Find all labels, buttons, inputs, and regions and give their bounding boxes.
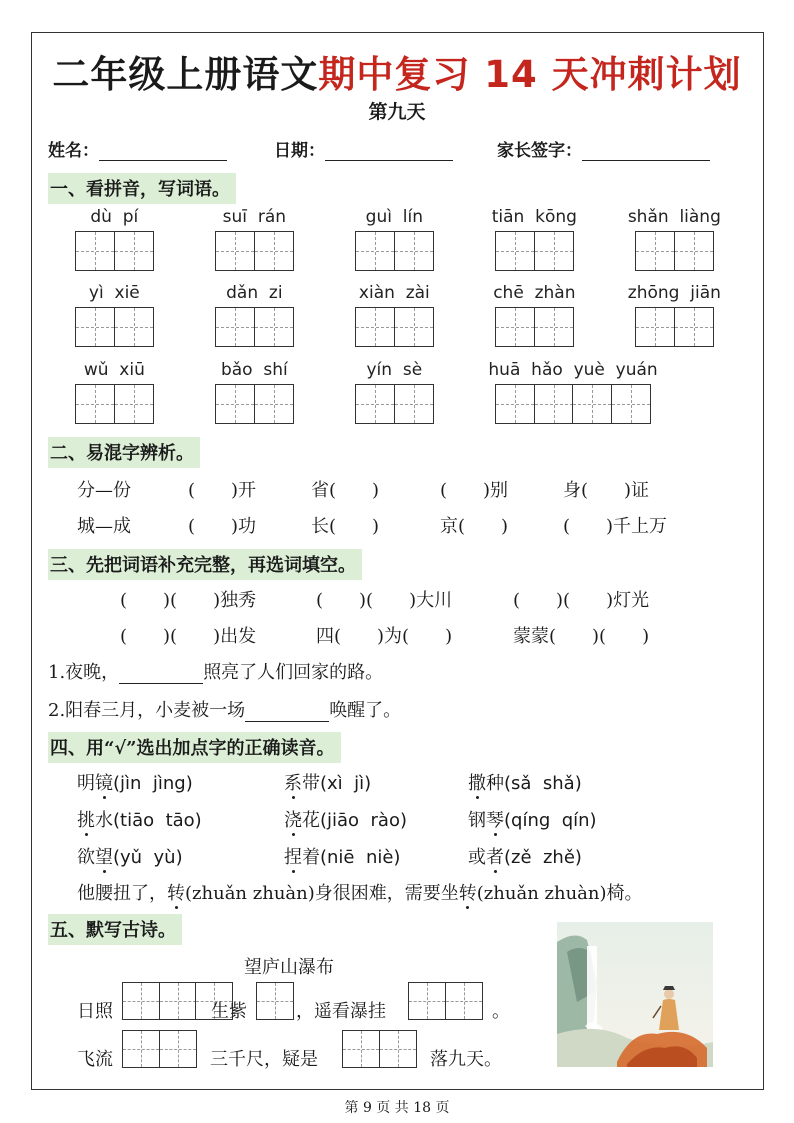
dotted-char: 镜 [95, 773, 113, 794]
grid-cell[interactable] [159, 982, 197, 1020]
waterfall-illustration [557, 922, 713, 1067]
section2-heading: 二、易混字辨析。 [48, 437, 200, 468]
grid-cell[interactable] [534, 231, 574, 271]
section3-heading: 三、先把词语补充完整，再选词填空。 [48, 549, 362, 580]
s2-r2-c2[interactable]: ( )功 [188, 516, 257, 537]
grid-cell[interactable] [122, 1030, 160, 1068]
grid-cell[interactable] [495, 307, 535, 347]
pinyin-options[interactable]: (jìn jìng) [113, 773, 193, 794]
pinyin-options[interactable]: (qíng qín) [504, 810, 597, 831]
grid-cell[interactable] [635, 231, 675, 271]
pronunciation-item[interactable] [284, 843, 400, 869]
grid-cell[interactable] [611, 384, 651, 424]
dotted-char: 捏 [284, 847, 302, 868]
pinyin-options[interactable]: 着(niē niè) [302, 847, 401, 868]
q1-blank[interactable] [119, 665, 203, 684]
dotted-char: 琴 [486, 810, 504, 831]
poem-line1-mid2: ，遥看瀑挂 [296, 1001, 386, 1022]
writing-grid[interactable] [355, 231, 434, 271]
dotted-char: 望 [95, 847, 113, 868]
grid-cell[interactable] [75, 231, 115, 271]
writing-grid[interactable] [215, 231, 294, 271]
pinyin-options[interactable]: 带(xì jì) [302, 773, 372, 794]
sign-field[interactable] [497, 136, 710, 161]
pinyin-label: chē zhàn [493, 283, 576, 303]
name-label: 姓名： [48, 141, 99, 161]
sentence-part-a: 他腰扭了， [77, 883, 167, 904]
grid-cell[interactable] [114, 384, 154, 424]
pinyin-options[interactable]: 花(jiāo rào) [302, 810, 407, 831]
pinyin-label: xiàn zài [358, 283, 430, 303]
s2-r1-c5[interactable]: 身( )证 [563, 480, 650, 501]
s2-r1-c4[interactable]: ( )别 [440, 480, 509, 501]
grid-cell[interactable] [674, 231, 714, 271]
grid-cell[interactable] [122, 982, 160, 1020]
page-footer: 第 9 页 共 18 页 [344, 1100, 450, 1116]
poem-l1-grid2[interactable] [256, 982, 294, 1020]
grid-cell[interactable] [534, 384, 574, 424]
grid-cell[interactable] [495, 384, 535, 424]
grid-cell[interactable] [355, 231, 395, 271]
plain-char: 钢 [468, 810, 486, 831]
s2-r2-c1: 城—成 [77, 516, 131, 537]
pinyin-label: zhōng jiān [627, 283, 721, 303]
grid-cell[interactable] [75, 307, 115, 347]
grid-cell[interactable] [355, 384, 395, 424]
q1-prefix: 1.夜晚， [48, 662, 120, 683]
grid-cell[interactable] [342, 1030, 380, 1068]
pinyin-options[interactable]: (zě zhě) [504, 847, 582, 868]
grid-cell[interactable] [215, 384, 255, 424]
dotted-char: 浇 [284, 810, 302, 831]
sign-label: 家长签字： [497, 141, 582, 161]
sign-blank[interactable] [582, 142, 710, 161]
grid-cell[interactable] [215, 231, 255, 271]
sentence-dot-char-2: 转 [458, 883, 477, 904]
grid-cell[interactable] [254, 231, 294, 271]
writing-grid[interactable] [215, 307, 294, 347]
s3-r2-c1[interactable]: ( )( )出发 [120, 626, 257, 647]
q2-prefix: 2.阳春三月，小麦被一场 [48, 700, 246, 721]
grid-cell[interactable] [534, 307, 574, 347]
grid-cell[interactable] [114, 307, 154, 347]
pronunciation-item[interactable] [284, 769, 371, 795]
poem-line1-end: 。 [492, 1001, 510, 1022]
grid-cell[interactable] [674, 307, 714, 347]
page-title [0, 44, 794, 98]
s2-r1-c1: 分—份 [77, 480, 131, 501]
pinyin-label: wǔ xiū [83, 360, 145, 380]
dotted-char: 者 [486, 847, 504, 868]
pronunciation-item[interactable] [77, 806, 202, 832]
pinyin-options[interactable]: 水(tiāo tāo) [95, 810, 202, 831]
poem-l2-grid2[interactable] [342, 1030, 417, 1068]
s2-r2-c3[interactable]: 长( ) [311, 516, 380, 537]
pronunciation-item[interactable] [284, 806, 407, 832]
day-label: 第九天 [368, 101, 426, 123]
poem-line2-start: 飞流 [77, 1049, 113, 1070]
writing-grid[interactable] [75, 231, 154, 271]
s4-sentence [77, 879, 643, 905]
writing-grid[interactable] [495, 307, 574, 347]
section1-heading: 一、看拼音，写词语。 [48, 173, 236, 204]
grid-cell[interactable] [215, 307, 255, 347]
s3-r1-c3[interactable]: ( )( )灯光 [513, 590, 650, 611]
s2-r1-c2[interactable]: ( )开 [188, 480, 257, 501]
plain-char: 明 [77, 773, 95, 794]
poem-line2-mid: 三千尺，疑是 [210, 1049, 318, 1070]
date-blank[interactable] [325, 142, 453, 161]
poem-line1-start: 日照 [77, 1001, 113, 1022]
pronunciation-item[interactable] [468, 769, 582, 795]
grid-cell[interactable] [572, 384, 612, 424]
pinyin-label: yì xiē [88, 283, 140, 303]
plain-char: 欲 [77, 847, 95, 868]
writing-grid[interactable] [355, 384, 434, 424]
s3-question1 [48, 658, 383, 684]
pronunciation-item[interactable] [468, 843, 582, 869]
sentence-dot-char-1: 转 [167, 883, 185, 904]
writing-grid[interactable] [495, 384, 651, 424]
pinyin-label: bǎo shí [220, 360, 288, 380]
poem-l1-grid3[interactable] [408, 982, 483, 1020]
grid-cell[interactable] [254, 307, 294, 347]
pinyin-label: dù pí [90, 207, 139, 227]
writing-grid[interactable] [355, 307, 434, 347]
q1-suffix: 照亮了人们回家的路。 [203, 662, 384, 683]
grid-cell[interactable] [408, 982, 446, 1020]
pinyin-label: yín sè [366, 360, 423, 380]
s2-r2-c4[interactable]: 京( ) [440, 516, 509, 537]
writing-grid[interactable] [75, 307, 154, 347]
pinyin-label: tiān kōng [491, 207, 577, 227]
s3-r1-c2[interactable]: ( )( )大川 [316, 590, 453, 611]
poem-title: 望庐山瀑布 [244, 957, 334, 978]
poem-l2-grid1[interactable] [122, 1030, 197, 1068]
sentence-part-b[interactable]: (zhuǎn zhuàn)身很困难，需要坐 [185, 883, 459, 904]
dotted-char: 系 [284, 773, 302, 794]
pronunciation-item[interactable] [77, 769, 193, 795]
s3-r2-c3[interactable]: 蒙蒙( )( ) [513, 626, 650, 647]
s3-r2-c2[interactable]: 四( )为( ) [316, 626, 453, 647]
s3-r1-c1[interactable]: ( )( )独秀 [120, 590, 257, 611]
title-red-part: 期中复习 14 天冲刺计划 [318, 53, 742, 96]
pinyin-label: guì lín [365, 207, 423, 227]
grid-cell[interactable] [355, 307, 395, 347]
date-field[interactable] [274, 136, 453, 161]
pinyin-label: suī rán [222, 207, 287, 227]
grid-cell[interactable] [254, 384, 294, 424]
q2-suffix: 唤醒了。 [329, 700, 402, 721]
grid-cell[interactable] [394, 231, 434, 271]
grid-cell[interactable] [394, 307, 434, 347]
dotted-char: 挑 [77, 810, 95, 831]
s2-r2-c5[interactable]: ( )千上万 [563, 516, 668, 537]
pinyin-label: huā hǎo yuè yuán [488, 360, 658, 380]
grid-cell[interactable] [75, 384, 115, 424]
pinyin-options[interactable]: 种(sǎ shǎ) [486, 773, 582, 794]
pinyin-options[interactable]: (yǔ yù) [113, 847, 183, 868]
grid-cell[interactable] [159, 1030, 197, 1068]
q2-blank[interactable] [245, 703, 329, 722]
grid-cell[interactable] [635, 307, 675, 347]
section4-heading: 四、用“√”选出加点字的正确读音。 [48, 732, 341, 763]
grid-cell[interactable] [394, 384, 434, 424]
title-black-part: 二年级上册语文 [52, 53, 319, 96]
pronunciation-item[interactable] [468, 806, 597, 832]
s2-r1-c3[interactable]: 省( ) [311, 480, 380, 501]
name-blank[interactable] [99, 142, 227, 161]
s3-question2 [48, 696, 401, 722]
writing-grid[interactable] [635, 307, 714, 347]
pinyin-label: shǎn liàng [627, 207, 721, 227]
writing-grid[interactable] [75, 384, 154, 424]
plain-char: 或 [468, 847, 486, 868]
writing-grid[interactable] [215, 384, 294, 424]
poem-line1-mid: 生紫 [211, 1001, 247, 1022]
grid-cell[interactable] [495, 231, 535, 271]
grid-cell[interactable] [256, 982, 294, 1020]
dotted-char: 撒 [468, 773, 486, 794]
pronunciation-item[interactable] [77, 843, 183, 869]
pinyin-label: dǎn zi [226, 283, 283, 303]
grid-cell[interactable] [379, 1030, 417, 1068]
grid-cell[interactable] [445, 982, 483, 1020]
sentence-part-c[interactable]: (zhuǎn zhuàn)椅。 [476, 883, 643, 904]
name-field[interactable] [48, 136, 227, 161]
writing-grid[interactable] [635, 231, 714, 271]
writing-grid[interactable] [495, 231, 574, 271]
poem-line2-end: 落九天。 [430, 1049, 502, 1070]
grid-cell[interactable] [114, 231, 154, 271]
date-label: 日期： [274, 141, 325, 161]
section5-heading: 五、默写古诗。 [48, 914, 182, 945]
